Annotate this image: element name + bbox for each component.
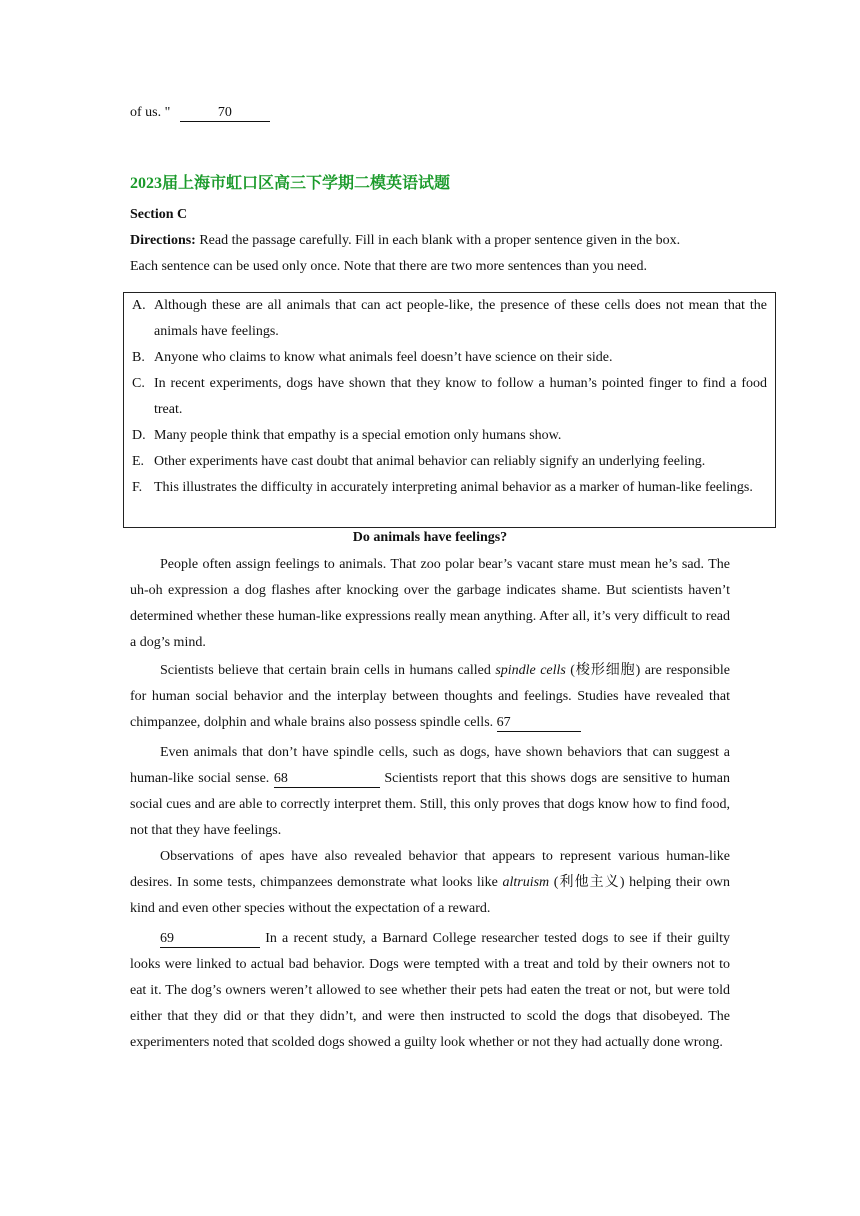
option-letter: E. (132, 454, 145, 469)
option-text: This illustrates the difficulty in accurately interpreting animal behavior as a marker of human-like feelings. (154, 480, 753, 495)
option-text: Many people think that empathy is a special emotion only humans show. (154, 428, 562, 443)
directions-line-1 (130, 232, 680, 250)
document-title: 2023届上海市虹口区高三下学期二模英语试题 (130, 175, 451, 192)
option-text: Anyone who claims to know what animals feel doesn’t have science on their side. (154, 350, 613, 365)
paragraph-2-italic: spindle cells (495, 663, 566, 678)
paragraph-3-text-b: Scientists report that this shows dogs are sensitive to human social cues and are able to correctly interpret them. Still, this only proves that dogs know how to find food, not that they have feelings. (130, 771, 730, 838)
previous-question-tail (130, 104, 270, 122)
option-text: Although these are all animals that can act people-like, the presence of these cells does not mean that the animals have feelings. (154, 298, 767, 339)
paragraph-2-text-a: Scientists believe that certain brain cells in humans called (160, 663, 496, 678)
option-c (132, 371, 767, 423)
paragraph-1 (130, 552, 730, 656)
paragraph-3-text-a: Even animals that don’t have spindle cells, such as dogs, have shown behaviors that can suggest a human-like social sense. (130, 745, 730, 786)
paragraph-2 (130, 658, 730, 736)
option-letter: A. (132, 298, 146, 313)
paragraph-2-text-b: (梭形细胞) are responsible for human social behavior and the interplay between thoughts and feelings. Studies have revealed that chimpanzee, dolphin and whale brains also possess spindle cells. (130, 663, 730, 730)
options-box (123, 292, 776, 528)
option-f (132, 475, 767, 501)
option-e (132, 449, 767, 475)
paragraph-4 (130, 844, 730, 922)
previous-tail-text: of us. " (130, 105, 171, 120)
paragraph-4-italic: altruism (502, 875, 550, 890)
paragraph-3 (130, 740, 730, 844)
paragraph-4-text-b: (利他主义) helping their own kind and even other species without the expectation of a reward. (130, 875, 730, 916)
directions-label: Directions: (130, 233, 196, 248)
directions-text-1: Read the passage carefully. Fill in each blank with a proper sentence given in the box. (199, 233, 681, 248)
directions-line-2: Each sentence can be used only once. Note that there are two more sentences than you need. (130, 259, 648, 274)
blank-68: 68 (274, 771, 380, 788)
option-b (132, 345, 767, 371)
blank-70: 70 (180, 105, 270, 122)
blank-69: 69 (160, 931, 260, 948)
option-d (132, 423, 767, 449)
paragraph-4-text-a: Observations of apes have also revealed behavior that appears to represent various human-like desires. In some tests, chimpanzees demonstrate what looks like (130, 849, 730, 890)
paragraph-1-text: People often assign feelings to animals. That zoo polar bear’s vacant stare must mean he’s sad. The uh-oh expression a dog flashes after knocking over the garbage indicates shame. But scientists haven’t determined whether these human-like expressions really mean anything. After all, it’s very difficult to read a dog’s mind. (130, 557, 730, 650)
option-text: In recent experiments, dogs have shown that they know to follow a human’s pointed finger to find a food treat. (154, 376, 767, 417)
passage-title: Do animals have feelings? (352, 530, 508, 545)
option-text: Other experiments have cast doubt that animal behavior can reliably signify an underlying feeling. (154, 454, 706, 469)
blank-67: 67 (497, 715, 581, 732)
option-a (132, 293, 767, 345)
option-letter: D. (132, 428, 146, 443)
paragraph-5-text: In a recent study, a Barnard College researcher tested dogs to see if their guilty looks were linked to actual bad behavior. Dogs were tempted with a treat and told by their owners not to eat it. The dog’s owners weren’t allowed to see whether their pets had eaten the treat or not, but were told either that they did or that they didn’t, and were then instructed to scold the dogs that disobeyed. The experimenters noted that scolded dogs showed a guilty look whether or not they had actually done wrong. (130, 931, 730, 1050)
option-letter: C. (132, 376, 145, 391)
paragraph-5 (130, 926, 730, 1056)
section-heading: Section C (130, 207, 188, 222)
option-letter: B. (132, 350, 145, 365)
option-letter: F. (132, 480, 143, 495)
